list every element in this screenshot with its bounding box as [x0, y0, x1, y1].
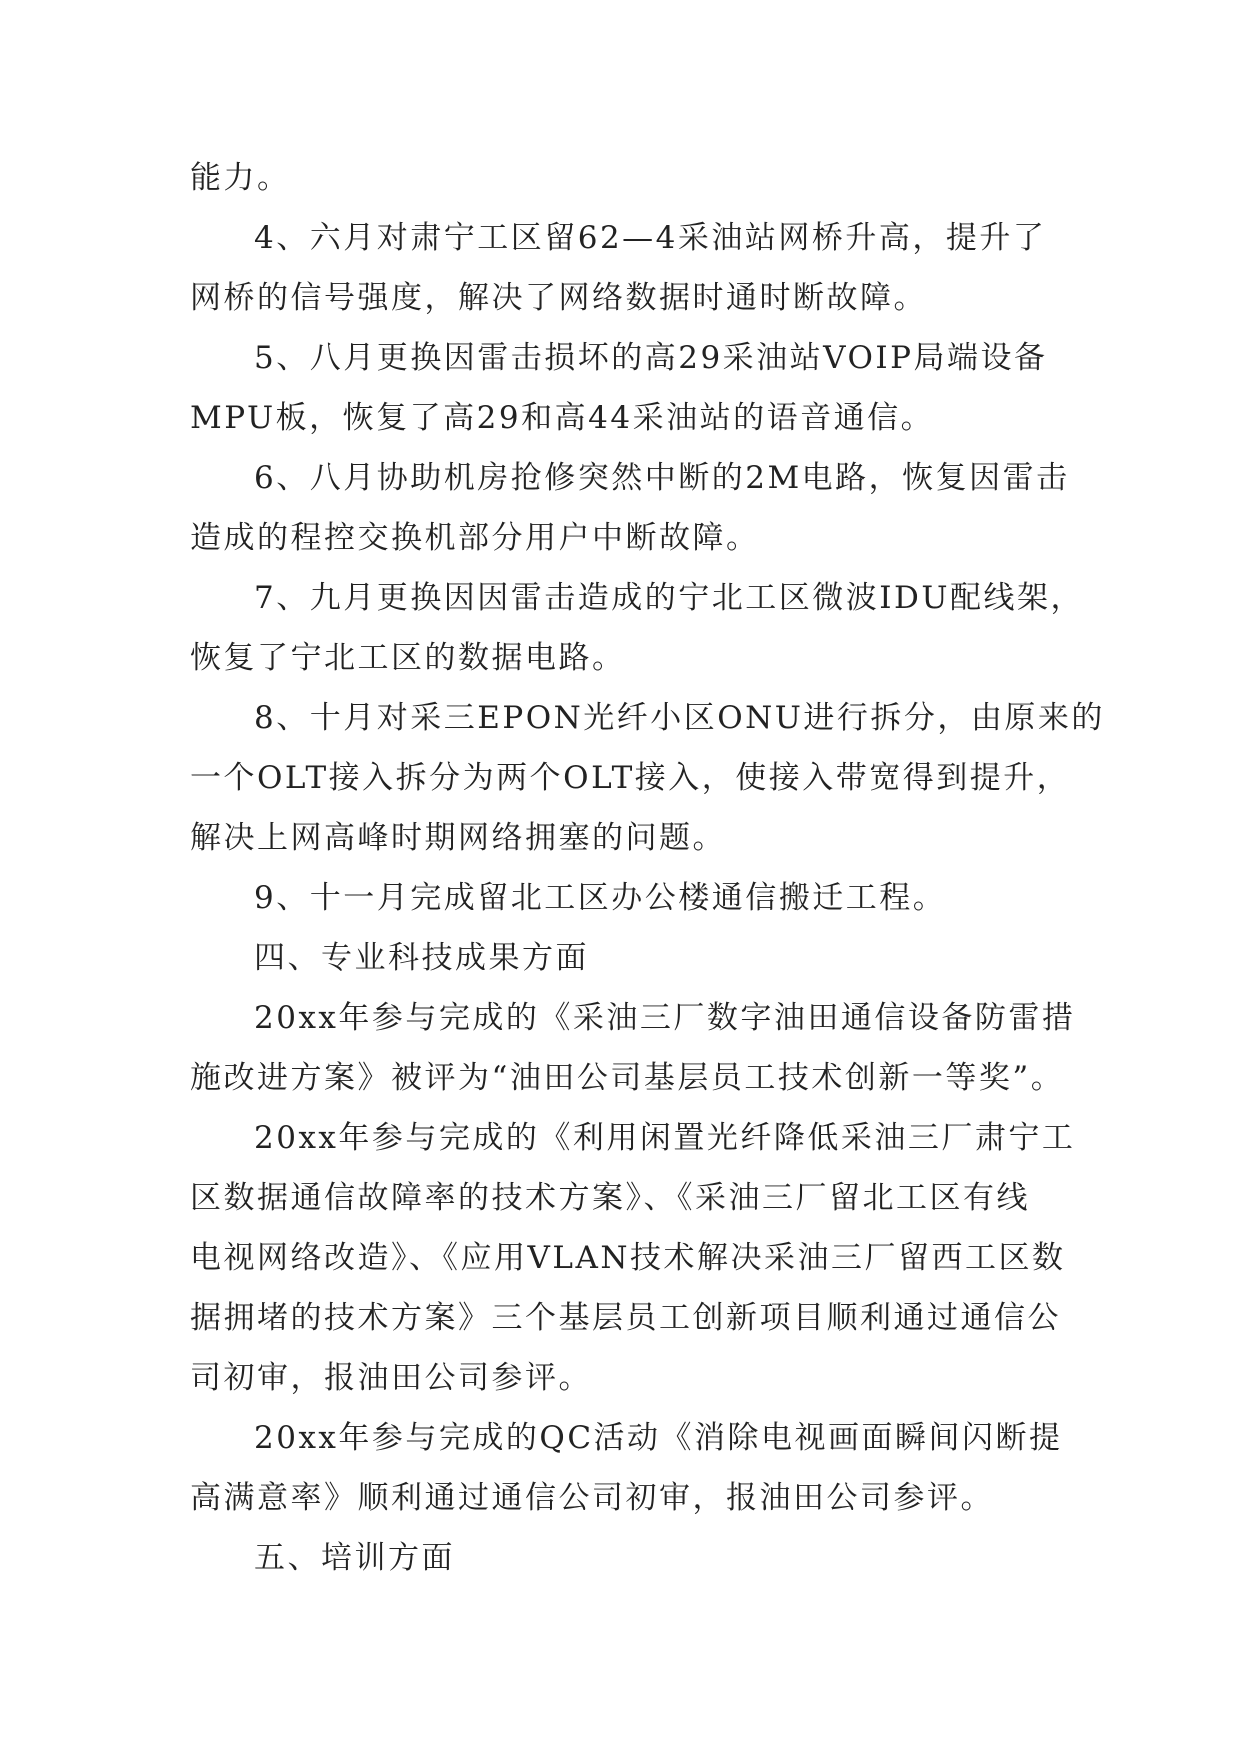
text-line: 5、八月更换因雷击损坏的高29采油站VOIP局端设备	[254, 340, 1048, 376]
text-line: 8、十月对采三EPON光纤小区ONU进行拆分，由原来的	[254, 700, 1105, 736]
text-line: 9、十一月完成留北工区办公楼通信搬迁工程。	[254, 880, 947, 916]
text-line: 司初审，报油田公司参评。	[190, 1360, 592, 1396]
section-heading: 四、专业科技成果方面	[254, 940, 589, 976]
text-line: 20xx年参与完成的《利用闲置光纤降低采油三厂肃宁工	[254, 1120, 1076, 1156]
text-line: 能力。	[190, 160, 291, 196]
text-line: 20xx年参与完成的《采油三厂数字油田通信设备防雷措	[254, 1000, 1076, 1036]
text-line: 一个OLT接入拆分为两个OLT接入，使接入带宽得到提升，	[190, 760, 1071, 796]
text-line: 20xx年参与完成的QC活动《消除电视画面瞬间闪断提	[254, 1420, 1063, 1456]
text-line: 4、六月对肃宁工区留62—4采油站网桥升高，提升了	[254, 220, 1047, 256]
text-line: 解决上网高峰时期网络拥塞的问题。	[190, 820, 726, 856]
text-line: 恢复了宁北工区的数据电路。	[190, 640, 626, 676]
text-line: 高满意率》顺利通过通信公司初审，报油田公司参评。	[190, 1480, 994, 1516]
text-line: 电视网络改造》、《应用VLAN技术解决采油三厂留西工区数	[190, 1240, 1066, 1276]
text-line: MPU板，恢复了高29和高44采油站的语音通信。	[190, 400, 935, 436]
section-heading: 五、培训方面	[254, 1540, 455, 1576]
document-body	[190, 148, 1105, 1588]
text-line: 据拥堵的技术方案》三个基层员工创新项目顺利通过通信公	[190, 1300, 1061, 1336]
text-line: 区数据通信故障率的技术方案》、《采油三厂留北工区有线	[190, 1180, 1030, 1216]
text-line: 网桥的信号强度，解决了网络数据时通时断故障。	[190, 280, 927, 316]
text-line: 6、八月协助机房抢修突然中断的2M电路，恢复因雷击	[254, 460, 1070, 496]
text-line: 施改进方案》被评为“油田公司基层员工技术创新一等奖”。	[190, 1060, 1065, 1096]
text-line: 7、九月更换因因雷击造成的宁北工区微波IDU配线架，	[254, 580, 1084, 616]
text-line: 造成的程控交换机部分用户中断故障。	[190, 520, 760, 556]
